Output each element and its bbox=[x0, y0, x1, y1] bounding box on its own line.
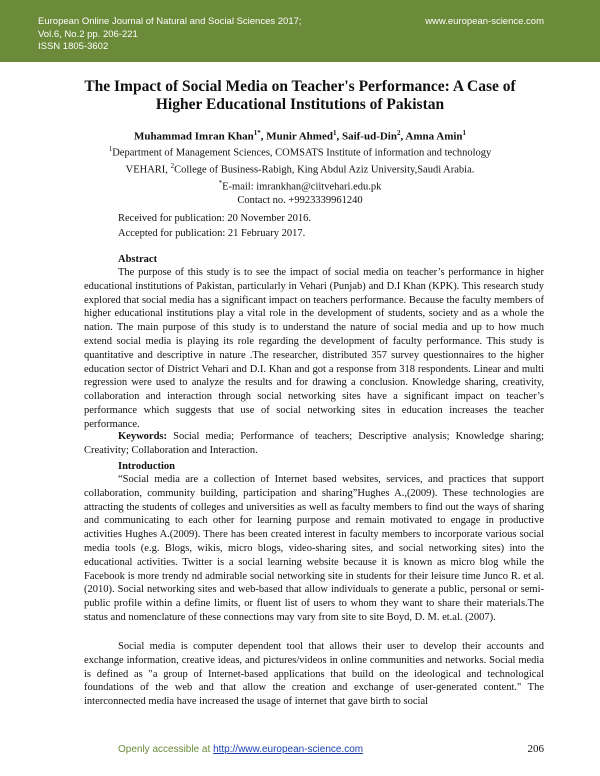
introduction-paragraph-2: Social media is computer dependent tool that allows their user to develop their accounts and exchange information, creative ideas, and pictures/videos in online communities and networks. Social media is defined as "a group of Internet-based applications that build on the ideological and technological foundations of the web and that allow the creation and exchange of user-generated content." The interconnected media have increased the usage of internet that gave birth to social bbox=[84, 641, 544, 708]
introduction-paragraph-1: “Social media are a collection of Internet based websites, services, and practices that support collaboration, community building, participation and sharing”Hughes A.,(2009). These technologies are attracting the students of colleges and universities as well as faculty members to find out the ways of sharing and communicating to each other for learning purpose and remain motivated to engage in productive activities Hughes A.(2009). There has been created interest in faculty members to incorporate various social media tools (e.g. Blogs, wikis, micro blogs, video-sharing sites, and social networking sites) into the educational activities. Twitter is a social learning website because it is known as micro blog while the Facebook is more trendy nd admirable social networking site in students for their leisure time Junco R. et al.(2010). Social networking sites and web-based that allow individuals to generate a public, personal or semi-public profile within a define limits, or fluent list of users to whom they want to share their materials.The status and nomenclature of these connections may vary from site to site Boyd, D. M. et.al. (2007). bbox=[84, 474, 544, 623]
keywords-label: Keywords: bbox=[118, 431, 167, 442]
affiliation-line-1: $^1$Department of Management Sciences, COMSATS Institute of information and technology bbox=[108, 145, 492, 159]
journal-site: www.european-science.com bbox=[425, 16, 544, 27]
footer-access bbox=[118, 744, 363, 755]
abstract-heading: Abstract bbox=[118, 254, 158, 265]
journal-volume: Vol.6, No.2 pp. 206-221 bbox=[38, 29, 138, 40]
keywords bbox=[84, 430, 544, 458]
journal-header-banner bbox=[0, 0, 600, 62]
journal-issn: ISSN 1805-3602 bbox=[38, 41, 109, 52]
footer-link[interactable]: http://www.european-science.com bbox=[213, 744, 364, 755]
abstract-text: The purpose of this study is to see the impact of social media on teacher’s performance in higher educational institutions of Pakistan, particularly in Vehari (Punjab) and D.I Khan (KPK). This research study explored that social media has a significant impact on teachers performance. Because the faculty members of higher educational institutions play a vital role in the development of students, society and as a whole the nation. The main purpose of this study is to understand the nature of social media and up to how much extend social media is playing its role regarding the development of faculty performance. This study is quantitative and descriptive in nature .The researcher, distributed 357 survey questionnaires to the higher education sector of District Vehari and D.I. Khan and got a response from 318 respondents. Linear and multi regression were used to analyze the results and for drawing a conclusion. Knowledge sharing, creativity, collaboration and interaction through social networking sites have a significant impact on teacher’s performance which suggests that use of social networking sites in education increases the teacher performance. bbox=[84, 267, 544, 430]
accepted-date: Accepted for publication: 21 February 2017. bbox=[118, 227, 306, 239]
affiliation-email: *E-mail: imrankhan@ciitvehari.edu.pk bbox=[218, 179, 382, 193]
journal-name: European Online Journal of Natural and Social Sciences 2017; bbox=[38, 16, 302, 27]
page-number: 206 bbox=[527, 743, 544, 755]
introduction-heading: Introduction bbox=[118, 461, 175, 472]
affiliation-line-2: VEHARI, $^2$College of Business-Rabigh, King Abdul Aziz University,Saudi Arabia. bbox=[125, 162, 475, 176]
affiliation-block bbox=[60, 143, 540, 208]
received-date: Received for publication: 20 November 2016. bbox=[118, 213, 312, 224]
author-list: Muhammad Imran Khan$^{1*}$, Munir Ahmed$^1$, Saif-ud-Din$^2$, Amna Amin$^1$ bbox=[133, 129, 467, 143]
keywords-text: Social media; Performance of teachers; Descriptive analysis; Knowledge sharing; Creativity; Collaboration and Interaction. bbox=[84, 431, 544, 456]
paper-title: The Impact of Social Media on Teacher's Performance: A Case of Higher Educational Institutions of Pakistan bbox=[84, 78, 516, 113]
affiliation-contact: Contact no. +9923339961240 bbox=[237, 195, 363, 206]
footer-prefix: Openly accessible at bbox=[118, 744, 214, 755]
publication-dates bbox=[118, 212, 311, 241]
